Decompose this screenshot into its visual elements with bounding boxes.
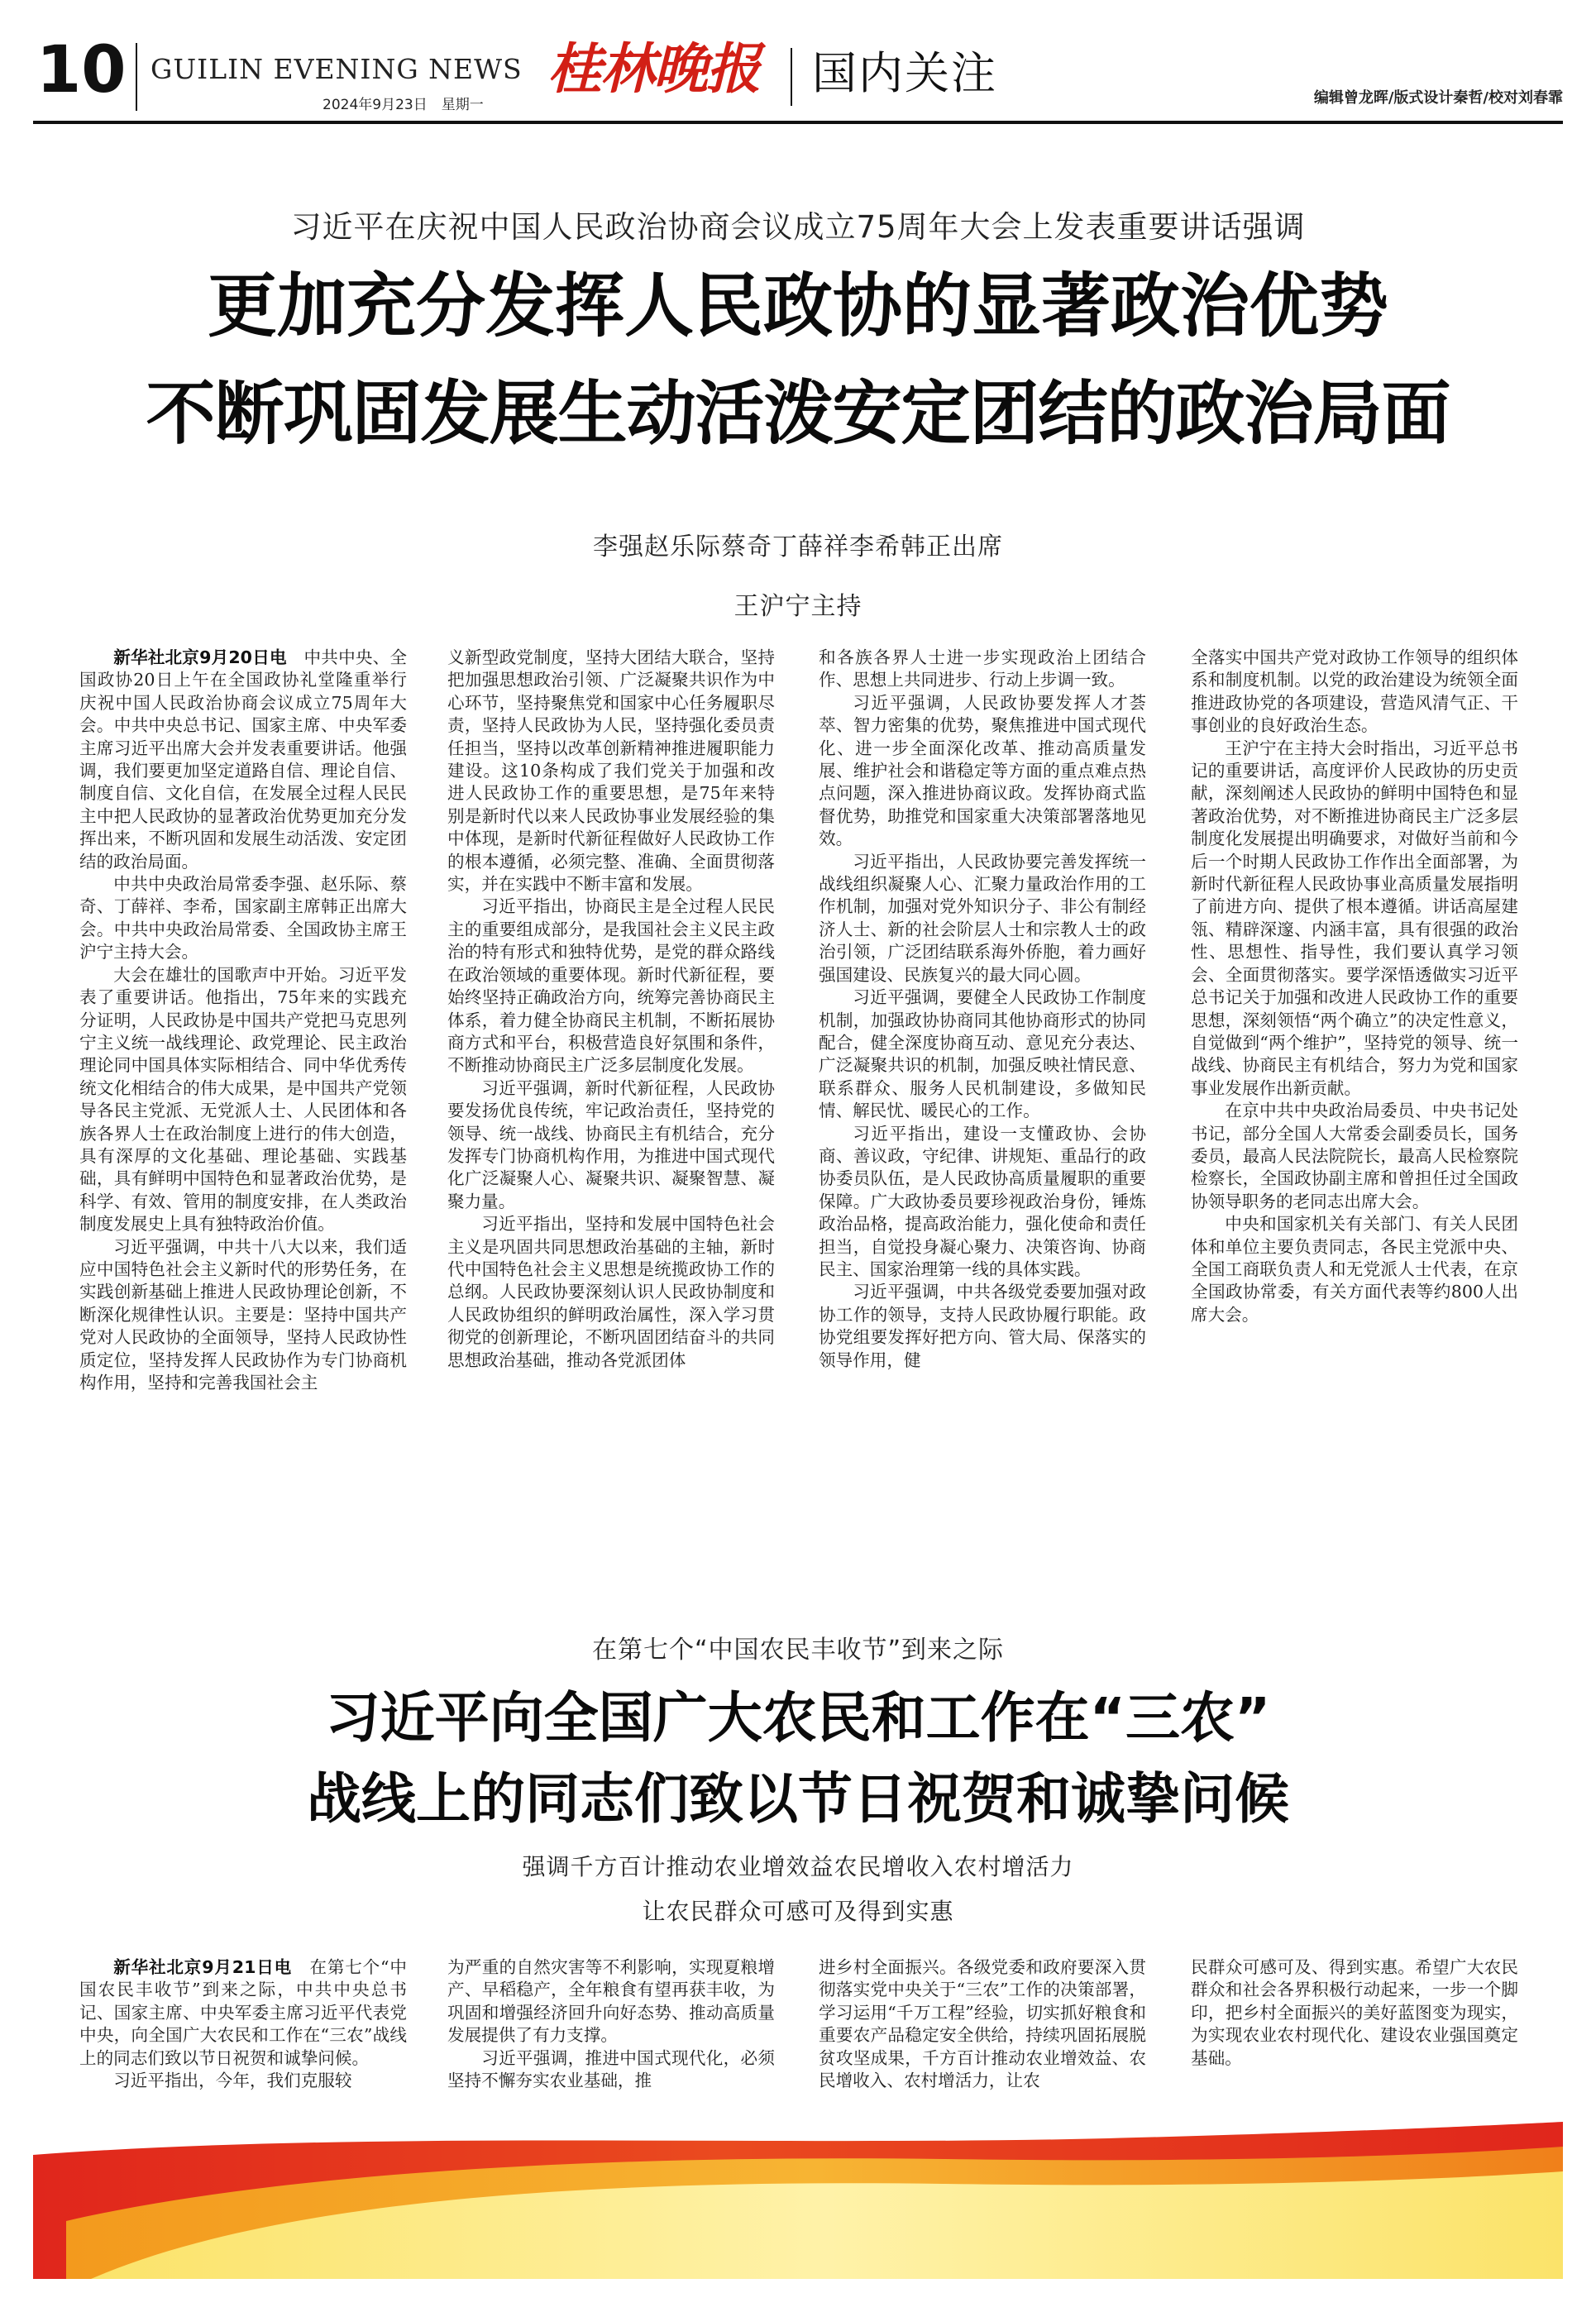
article-column-2 — [447, 647, 775, 1553]
paragraph: 义新型政党制度，坚持大团结大联合，坚持把加强思想政治引领、广泛凝聚共识作为中心环节，坚持聚焦党和国家中心任务履职尽责，坚持人民政协为人民，坚持强化委员责任担当，坚持以改革创新精神推进履职能力建设。这10条构成了我们党关于加强和改进人民政协工作的重要思想，是75年来特别是新时代以来人民政协事业发展经验的集中体现，是新时代新征程做好人民政协工作的根本遵循，必须完整、准确、全面贯彻落实，并在实践中不断丰富和发展。 — [447, 647, 775, 895]
article-column-4 — [1191, 1956, 1518, 2119]
newspaper-english-name: GUILIN EVENING NEWS — [151, 53, 523, 85]
article-headline-line2: 不断巩固发展生动活泼安定团结的政治局面 — [146, 373, 1450, 454]
article-column-4 — [1191, 647, 1518, 1553]
article-column-3 — [819, 647, 1146, 1553]
paragraph: 习近平强调，推进中国式现代化，必须坚持不懈夯实农业基础，推 — [447, 2047, 775, 2091]
paragraph: 中央和国家机关有关部门、有关人民团体和单位主要负责同志，各民主党派中央、全国工商联负责人和无党派人士代表，在京全国政协常委，有关方面代表等约800人出席大会。 — [1191, 1214, 1518, 1325]
article-subtitle: 强调千方百计推动农业增效益农民增收入农村增活力 — [522, 1853, 1074, 1880]
masthead-rule — [33, 121, 1563, 124]
paragraph: 和各族各界人士进一步实现政治上团结合作、思想上共同进步、行动上步调一致。 — [819, 647, 1146, 690]
paragraph: 习近平指出，协商民主是全过程人民民主的重要组成部分，是我国社会主义民主政治的特有形式和独特优势，是党的群众路线在政治领域的重要体现。新时代新征程，要始终坚持正确政治方向，统筹完善协商民主体系，着力健全协商民主机制，不断拓展协商方式和平台，积极营造良好氛围和条件，不断推动协商民主广泛多层制度化发展。 — [447, 896, 775, 1076]
page-number: 10 — [36, 33, 127, 107]
dateline: 新华社北京9月21日电 — [113, 1957, 293, 1977]
article-headline-line2: 战线上的同志们致以节日祝贺和诚挚问候 — [307, 1767, 1289, 1831]
masthead-divider — [791, 48, 792, 106]
paragraph: 为严重的自然灾害等不利影响，实现夏粮增产、早稻稳产，全年粮食有望再获丰收，为巩固和增强经济回升向好态势、推动高质量发展提供了有力支撑。 — [447, 1957, 775, 2046]
paragraph: 在第七个“中国农民丰收节”到来之际，中共中央总书记、国家主席、中央军委主席习近平代表党中央，向全国广大农民和工作在“三农”战线上的同志们致以节日祝贺和诚挚问候。 — [79, 1957, 407, 2068]
article-headline-line1: 习近平向全国广大农民和工作在“三农” — [325, 1686, 1271, 1750]
paragraph: 习近平指出，人民政协要完善发挥统一战线组织凝聚人心、汇聚力量政治作用的工作机制，加强对党外知识分子、非公有制经济人士、新的社会阶层人士和宗教人士的政治引领，广泛团结联系海外侨胞，着力画好强国建设、民族复兴的最大同心圆。 — [819, 851, 1146, 985]
article-column-3 — [819, 1956, 1146, 2119]
paragraph: 习近平强调，要健全人民政协工作制度机制，加强政协协商同其他协商形式的协同配合，健全深度协商互动、意见充分表达、广泛凝聚共识的机制，加强反映社情民意、联系群众、服务人民机制建设，多做知民情、解民忧、暖民心的工作。 — [819, 987, 1146, 1121]
decorative-ribbon — [33, 2122, 1563, 2279]
masthead-divider — [136, 43, 137, 111]
article-subtitle: 王沪宁主持 — [733, 592, 863, 621]
article-subtitle: 让农民群众可感可及得到实惠 — [642, 1898, 954, 1925]
paragraph: 习近平强调，中共十八大以来，我们适应中国特色社会主义新时代的形势任务，在实践创新基础上推进人民政协理论创新，不断深化规律性认识。主要是：坚持中国共产党对人民政协的全面领导，坚持人民政协性质定位，坚持发挥人民政协作为专门协商机构作用，坚持和完善我国社会主 — [79, 1236, 407, 1392]
article-pretitle: 在第七个“中国农民丰收节”到来之际 — [591, 1636, 1005, 1665]
issue-date: 2024年9月23日 星期一 — [323, 97, 484, 113]
newspaper-logo: 桂林晚报 — [547, 36, 759, 101]
editor-credits: 编辑曾龙晖/版式设计秦哲/校对刘春霏 — [1313, 89, 1563, 107]
paragraph: 民群众可感可及、得到实惠。希望广大农民群众和社会各界积极行动起来，一步一个脚印，把乡村全面振兴的美好蓝图变为现实，为实现农业农村现代化、建设农业强国奠定基础。 — [1191, 1957, 1518, 2068]
paragraph: 习近平指出，今年，我们克服较 — [113, 2071, 352, 2091]
paragraph: 习近平指出，坚持和发展中国特色社会主义是巩固共同思想政治基础的主轴，新时代中国特色社会主义思想是统揽政协工作的总纲。人民政协要深刻认识人民政协制度和人民政协组织的鲜明政治属性，深入学习贯彻党的创新理论，不断巩固团结奋斗的共同思想政治基础，推动各党派团体 — [447, 1214, 775, 1370]
paragraph: 王沪宁在主持大会时指出，习近平总书记的重要讲话，高度评价人民政协的历史贡献，深刻阐述人民政协的鲜明中国特色和显著政治优势，对不断推进协商民主广泛多层制度化发展提出明确要求，对做好当前和今后一个时期人民政协工作作出全面部署，为新时代新征程人民政协事业高质量发展指明了前进方向、提供了根本遵循。讲话高屋建瓴、精辟深邃、内涵丰富，具有很强的政治性、思想性、指导性，我们要认真学习领会、全面贯彻落实。要学深悟透做实习近平总书记关于加强和改进人民政协工作的重要思想，深刻领悟“两个确立”的决定性意义，自觉做到“两个维护”，坚持党的领导、统一战线、协商民主有机结合，努力为党和国家事业发展作出新贡献。 — [1191, 738, 1518, 1098]
article-subtitle: 李强赵乐际蔡奇丁薛祥李希韩正出席 — [593, 533, 1003, 561]
paragraph: 进乡村全面振兴。各级党委和政府要深入贯彻落实党中央关于“三农”工作的决策部署，学习运用“千万工程”经验，切实抓好粮食和重要农产品稳定安全供给，持续巩固拓展脱贫攻坚成果，千方百计推动农业增效益、农民增收入、农村增活力，让农 — [819, 1957, 1146, 2091]
dateline: 新华社北京9月20日电 — [113, 647, 287, 667]
paragraph: 习近平强调，中共各级党委要加强对政协工作的领导，支持人民政协履行职能。政协党组要发挥好把方向、管大局、保落实的领导作用，健 — [819, 1282, 1146, 1370]
paragraph: 全落实中国共产党对政协工作领导的组织体系和制度机制。以党的政治建设为统领全面推进政协党的各项建设，营造风清气正、干事创业的良好政治生态。 — [1191, 647, 1518, 736]
paragraph: 大会在雄壮的国歌声中开始。习近平发表了重要讲话。他指出，75年来的实践充分证明，人民政协是中国共产党把马克思列宁主义统一战线理论、政党理论、民主政治理论同中国具体实际相结合、同中华优秀传统文化相结合的伟大成果，是中国共产党领导各民主党派、无党派人士、人民团体和各族各界人士在政治制度上进行的伟大创造，具有深厚的文化基础、理论基础、实践基础，具有鲜明中国特色和显著政治优势，是科学、有效、管用的制度安排，在人类政治制度发展史上具有独特政治价值。 — [79, 964, 407, 1235]
paragraph: 在京中共中央政治局委员、中央书记处书记，部分全国人大常委会副委员长，国务委员，最高人民法院院长，最高人民检察院检察长，全国政协副主席和曾担任过全国政协领导职务的老同志出席大会。 — [1191, 1101, 1518, 1211]
article-column-1 — [79, 1956, 407, 2119]
article-column-1 — [79, 647, 407, 1553]
section-title: 国内关注 — [812, 47, 997, 99]
paragraph: 习近平强调，新时代新征程，人民政协要发扬优良传统，牢记政治责任，坚持党的领导、统一战线、协商民主有机结合，充分发挥专门协商机构作用，为推进中国式现代化广泛凝聚人心、凝聚共识、凝聚智慧、凝聚力量。 — [447, 1077, 775, 1211]
paragraph: 中共中央、全国政协20日上午在全国政协礼堂隆重举行庆祝中国人民政治协商会议成立75周年大会。中共中央总书记、国家主席、中央军委主席习近平出席大会并发表重要讲话。他强调，我们要更加坚定道路自信、理论自信、制度自信、文化自信，在发展全过程人民民主中把人民政协的显著政治优势更加充分发挥出来，不断巩固和发展生动活泼、安定团结的政治局面。 — [79, 647, 407, 872]
paragraph: 中共中央政治局常委李强、赵乐际、蔡奇、丁薛祥、李希，国家副主席韩正出席大会。中共中央政治局常委、全国政协主席王沪宁主持大会。 — [79, 874, 407, 963]
paragraph: 习近平指出，建设一支懂政协、会协商、善议政，守纪律、讲规矩、重品行的政协委员队伍，是人民政协高质量履职的重要保障。广大政协委员要珍视政治身份，锤炼政治品格，提高政治能力，强化使命和责任担当，自觉投身凝心聚力、决策咨询、协商民主、国家治理第一线的具体实践。 — [819, 1123, 1146, 1279]
paragraph: 习近平强调，人民政协要发挥人才荟萃、智力密集的优势，聚焦推进中国式现代化、进一步全面深化改革、推动高质量发展、维护社会和谐稳定等方面的重点难点热点问题，深入推进协商议政。发挥协商式监督优势，助推党和国家重大决策部署落地见效。 — [819, 692, 1146, 849]
masthead — [0, 0, 1596, 124]
article-headline-line1: 更加充分发挥人民政协的显著政治优势 — [207, 265, 1388, 346]
article-column-2 — [447, 1956, 775, 2119]
article-pretitle: 习近平在庆祝中国人民政治协商会议成立75周年大会上发表重要讲话强调 — [290, 209, 1306, 245]
